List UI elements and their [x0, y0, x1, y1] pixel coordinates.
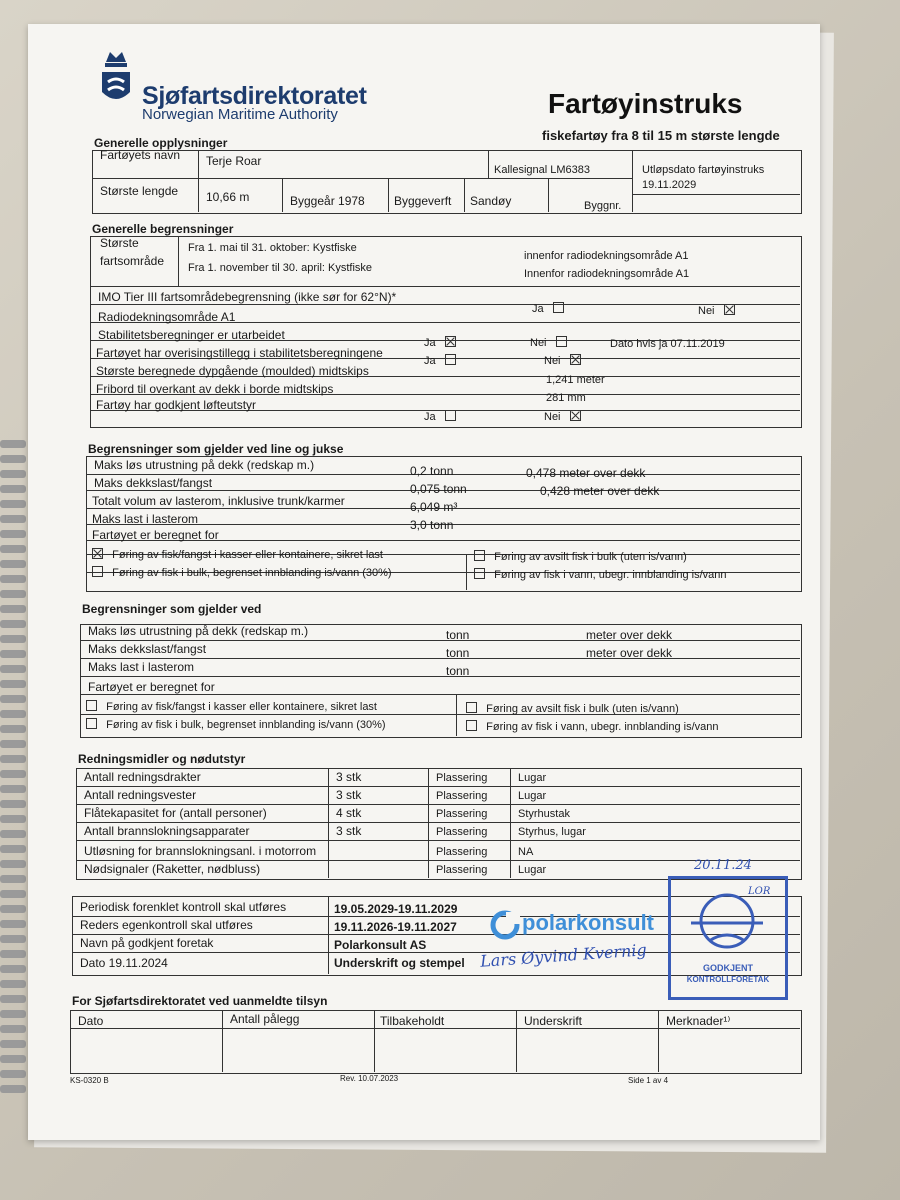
section-title-rescue: Redningsmidler og nødutstyr — [78, 752, 246, 766]
imo-no-option[interactable]: Nei — [698, 304, 735, 317]
line-option-1[interactable]: Føring av fisk/fangst i kasser eller kontainere, sikret last — [92, 548, 383, 561]
rescue-item-suits: Antall redningsdrakter — [84, 770, 201, 784]
expiry-date: 19.11.2029 — [642, 179, 697, 191]
imo-yes-option[interactable]: Ja — [532, 302, 564, 315]
periodic-control-value: 19.05.2029-19.11.2029 — [334, 902, 458, 916]
spiral-binding — [0, 440, 30, 1140]
polarkonsult-logo: polarkonsult — [522, 910, 655, 935]
section-title-restrictions: Generelle begrensninger — [92, 222, 234, 236]
expiry-label: Utløpsdato fartøyinstruks — [642, 164, 765, 176]
rescue-placement-label: Plassering — [436, 772, 488, 784]
icing-yes-checkbox[interactable] — [445, 354, 456, 365]
stability-no-option[interactable]: Nei — [530, 336, 567, 349]
control-date: Dato 19.11.2024 — [80, 956, 168, 970]
other-loose-label: Maks løs utrustning på dekk (redskap m.) — [88, 624, 309, 638]
page-number: Side 1 av 4 — [628, 1076, 669, 1085]
yard-value: Sandøy — [470, 194, 512, 208]
lifting-no-checkbox[interactable] — [570, 410, 581, 421]
stamp-emblem-icon — [687, 889, 767, 959]
other-option-4-checkbox[interactable] — [466, 720, 477, 731]
handwritten-initials: LOR — [748, 886, 771, 897]
rescue-placement-label: Plassering — [436, 826, 488, 838]
agency-name: Sjøfartsdirektoratet — [142, 82, 367, 110]
inspection-col-remarks: Merknader¹⁾ — [666, 1014, 731, 1028]
section-title-line: Begrensninger som gjelder ved line og jukse — [88, 442, 344, 456]
rescue-qty-suits: 3 stk — [336, 770, 362, 784]
other-option-3-checkbox[interactable] — [86, 718, 97, 729]
form-id: KS-0320 B — [70, 1076, 109, 1085]
section-title-inspection: For Sjøfartsdirektoratet ved uanmeldte tilsyn — [72, 994, 328, 1008]
other-option-1-checkbox[interactable] — [86, 700, 97, 711]
area-label-2: fartsområde — [100, 254, 165, 268]
periodic-control-label: Periodisk forenklet kontroll skal utføres — [80, 900, 287, 914]
line-option-4[interactable]: Føring av fisk i vann, ubegr. innblanding is/vann — [474, 568, 727, 581]
section-title-other: Begrensninger som gjelder ved — [82, 602, 262, 616]
line-deck-value: 0,075 tonn — [410, 482, 467, 496]
yard-label: Byggeverft — [394, 194, 452, 208]
rescue-item-release: Utløsning for brannslokningsanl. i motorrom — [84, 844, 317, 858]
callsign: Kallesignal LM6383 — [494, 164, 591, 176]
rescue-place-release: NA — [518, 846, 534, 858]
icing-no-option[interactable]: Nei — [544, 354, 581, 367]
other-option-4[interactable]: Føring av fisk i vann, ubegr. innblanding is/vann — [466, 720, 719, 733]
stability-yes-checkbox[interactable] — [445, 336, 456, 347]
imo-no-checkbox[interactable] — [724, 304, 735, 315]
rescue-item-vests: Antall redningsvester — [84, 788, 197, 802]
line-option-1-checkbox[interactable] — [92, 548, 103, 559]
document-page — [28, 24, 820, 1140]
other-option-2-checkbox[interactable] — [466, 702, 477, 713]
line-hold-value: 3,0 tonn — [410, 518, 454, 532]
rescue-place-raft: Styrhustak — [518, 808, 570, 820]
rescue-item-flares: Nødsignaler (Raketter, nødbluss) — [84, 862, 261, 876]
company-label: Navn på godkjent foretak — [80, 936, 214, 950]
other-intended-label: Fartøyet er beregnet for — [88, 680, 215, 694]
other-deck-unit: tonn — [446, 646, 470, 660]
section-title-general: Generelle opplysninger — [94, 136, 228, 150]
period-1: Fra 1. mai til 31. oktober: Kystfiske — [188, 242, 357, 254]
line-loose-label: Maks løs utrustning på dekk (redskap m.) — [94, 458, 315, 472]
rescue-placement-label: Plassering — [436, 864, 488, 876]
handwritten-date: 20.11.24 — [694, 858, 752, 873]
inspection-col-date: Dato — [78, 1014, 104, 1028]
lifting-yes-checkbox[interactable] — [445, 410, 456, 421]
period-1-area: innenfor radiodekningsområde A1 — [524, 250, 689, 262]
line-option-2-checkbox[interactable] — [474, 550, 485, 561]
stability-date: Dato hvis ja 07.11.2019 — [610, 338, 725, 350]
other-option-3[interactable]: Føring av fisk i bulk, begrenset innblanding is/vann (30%) — [86, 718, 386, 731]
document-subtitle: fiskefartøy fra 8 til 15 m største lengde — [542, 128, 780, 143]
rescue-qty-extinguishers: 3 stk — [336, 824, 362, 838]
freeboard-label: Fribord til overkant av dekk i borde midtskips — [96, 382, 334, 396]
handwritten-signature: Lars Øyvind Kvernig — [479, 940, 648, 971]
stability-label: Stabilitetsberegninger er utarbeidet — [98, 328, 285, 342]
period-2: Fra 1. november til 30. april: Kystfiske — [188, 262, 373, 274]
line-volume-label: Totalt volum av lasterom, inklusive trunk/karmer — [92, 494, 345, 508]
crown-shield-logo-icon — [98, 48, 134, 108]
rescue-placement-label: Plassering — [436, 790, 488, 802]
rescue-item-extinguishers: Antall brannslokningsapparater — [84, 824, 250, 838]
icing-yes-option[interactable]: Ja — [424, 354, 456, 367]
rescue-placement-label: Plassering — [436, 808, 488, 820]
rescue-placement-label: Plassering — [436, 846, 488, 858]
radio-area: Radiodekningsområde A1 — [98, 310, 236, 324]
stability-yes-option[interactable]: Ja — [424, 336, 456, 349]
line-loose-value: 0,2 tonn — [410, 464, 454, 478]
vessel-name-label: Fartøyets navn — [100, 148, 181, 162]
icing-no-checkbox[interactable] — [570, 354, 581, 365]
other-hold-label: Maks last i lasterom — [88, 660, 195, 674]
line-option-3[interactable]: Føring av fisk i bulk, begrenset innblanding is/vann (30%) — [92, 566, 392, 579]
length-value: 10,66 m — [206, 190, 250, 204]
rescue-place-suits: Lugar — [518, 772, 547, 784]
line-deck-height: 0,428 meter over dekk — [540, 484, 660, 498]
inspection-col-signature: Underskrift — [524, 1014, 583, 1028]
draught-value: 1,241 meter — [546, 374, 605, 386]
other-option-1[interactable]: Føring av fisk/fangst i kasser eller kontainere, sikret last — [86, 700, 377, 713]
lifting-label: Fartøy har godkjent løfteutstyr — [96, 398, 257, 412]
lifting-no-option[interactable]: Nei — [544, 410, 581, 423]
other-option-2[interactable]: Føring av avsilt fisk i bulk (uten is/vann) — [466, 702, 679, 715]
rescue-place-extinguishers: Styrhus, lugar — [518, 826, 586, 838]
owner-control-value: 19.11.2026-19.11.2027 — [334, 920, 457, 934]
build-year: Byggeår 1978 — [290, 194, 365, 208]
imo-yes-checkbox[interactable] — [553, 302, 564, 313]
stability-no-checkbox[interactable] — [556, 336, 567, 347]
revision: Rev. 10.07.2023 — [340, 1074, 399, 1083]
period-2-area: Innenfor radiodekningsområde A1 — [524, 268, 690, 280]
stamp-line-1: GODKJENT — [702, 963, 753, 973]
line-intended-label: Fartøyet er beregnet for — [92, 528, 219, 542]
line-option-4-checkbox[interactable] — [474, 568, 485, 579]
line-option-2[interactable]: Føring av avsilt fisk i bulk (uten is/vann) — [474, 550, 687, 563]
inspection-col-orders: Antall pålegg — [230, 1012, 300, 1026]
line-volume-value: 6,049 m³ — [410, 500, 458, 514]
company-value: Polarkonsult AS — [334, 938, 427, 952]
agency-name-en: Norwegian Maritime Authority — [142, 106, 338, 123]
other-loose-unit: tonn — [446, 628, 470, 642]
other-deck-label: Maks dekkslast/fangst — [88, 642, 207, 656]
line-hold-label: Maks last i lasterom — [92, 512, 199, 526]
area-label-1: Største — [100, 236, 139, 250]
freeboard-value: 281 mm — [546, 392, 586, 404]
build-number-label: Byggnr. — [584, 200, 622, 212]
rescue-place-vests: Lugar — [518, 790, 547, 802]
signature-stamp-label: Underskrift og stempel — [334, 956, 465, 970]
length-label: Største lengde — [100, 184, 179, 198]
lifting-yes-option[interactable]: Ja — [424, 410, 456, 423]
line-loose-height: 0,478 meter over dekk — [526, 466, 646, 480]
polarkonsult-logo-icon — [490, 910, 520, 940]
owner-control-label: Reders egenkontroll skal utføres — [80, 918, 253, 932]
imo-label: IMO Tier III fartsområdebegrensning (ikke sør for 62°N)* — [98, 290, 397, 304]
draught-label: Største beregnede dypgående (moulded) midtskips — [96, 364, 369, 378]
other-deck-height-unit: meter over dekk — [586, 646, 673, 660]
rescue-place-flares: Lugar — [518, 864, 547, 876]
rescue-qty-vests: 3 stk — [336, 788, 362, 802]
line-option-3-checkbox[interactable] — [92, 566, 103, 577]
stamp-line-2: KONTROLLFORETAK — [686, 975, 770, 984]
inspection-col-detained: Tilbakeholdt — [380, 1014, 445, 1028]
vessel-name: Terje Roar — [206, 154, 262, 168]
rescue-qty-raft: 4 stk — [336, 806, 362, 820]
other-loose-height-unit: meter over dekk — [586, 628, 673, 642]
other-hold-unit: tonn — [446, 664, 470, 678]
rescue-item-raft: Flåtekapasitet for (antall personer) — [84, 806, 267, 820]
icing-label: Fartøyet har overisingstillegg i stabilitetsberegningene — [96, 346, 383, 360]
document-title: Fartøyinstruks — [548, 88, 743, 119]
line-deck-label: Maks dekkslast/fangst — [94, 476, 213, 490]
